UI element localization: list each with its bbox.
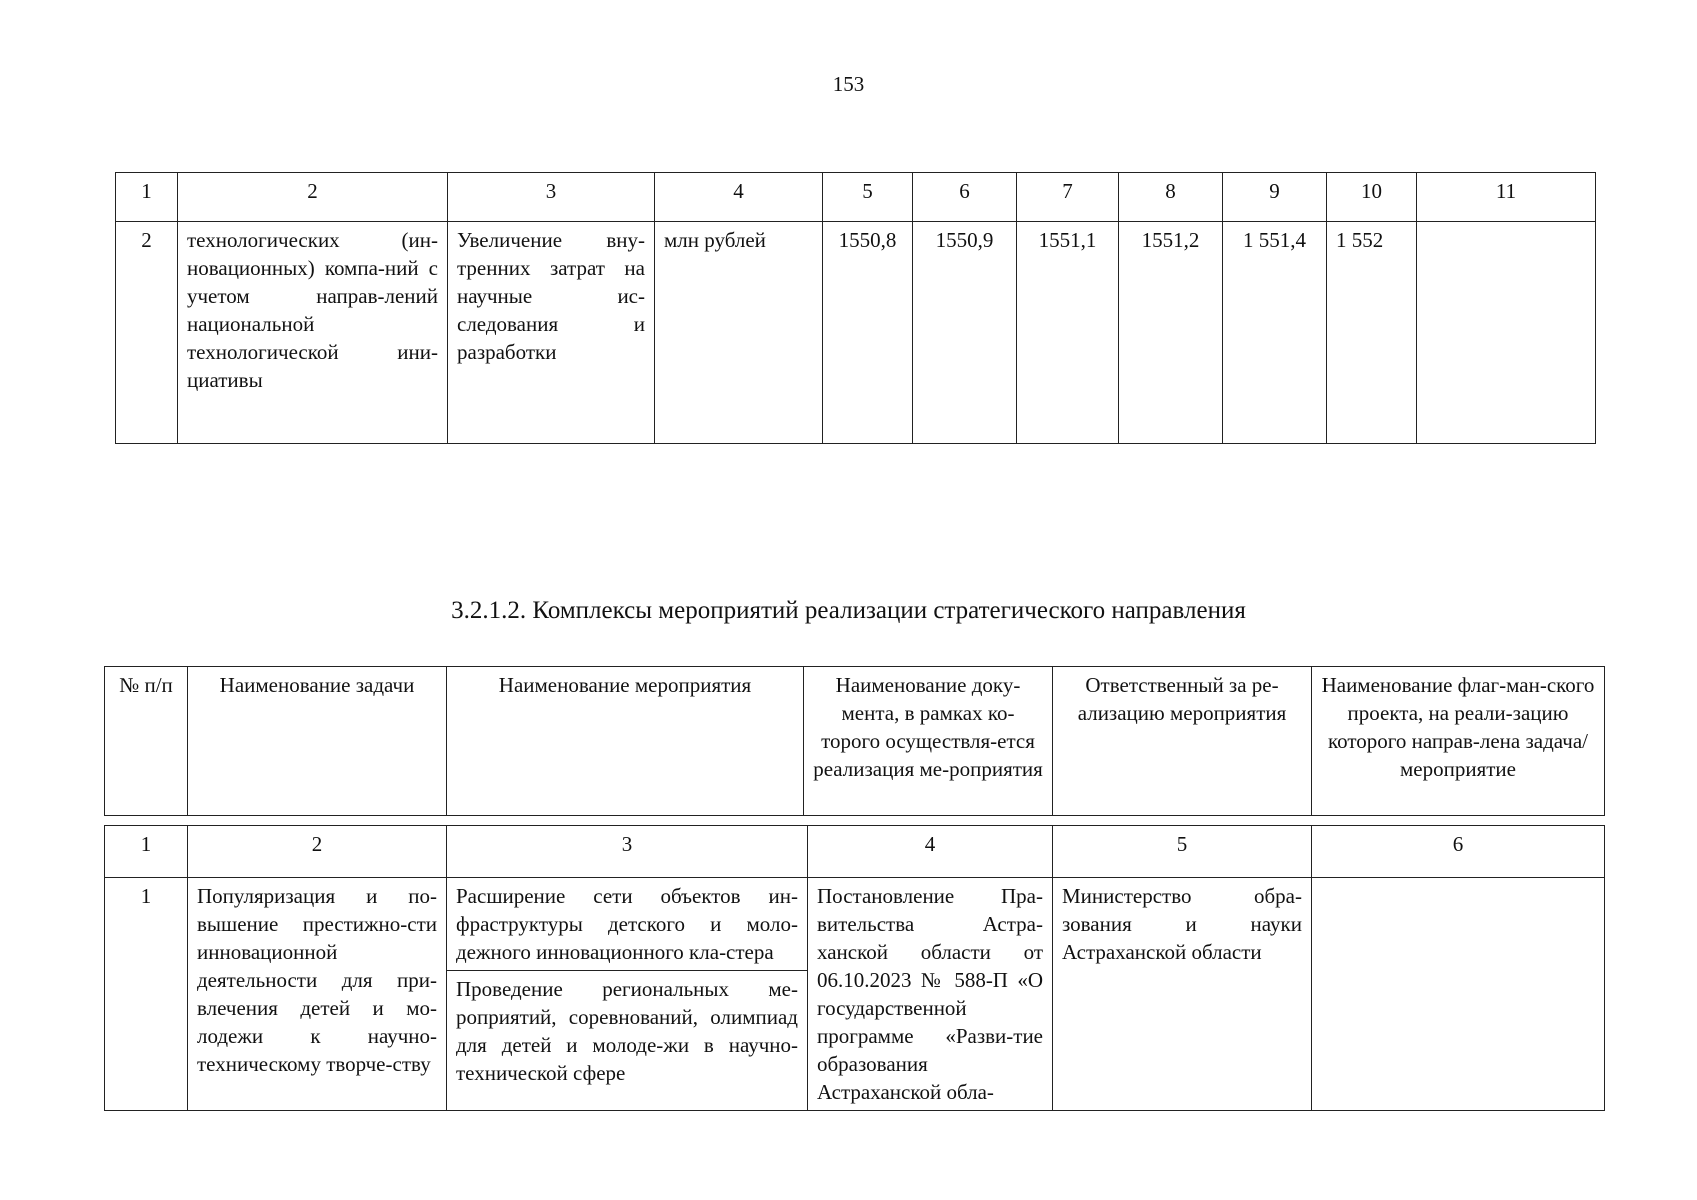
document-name: Постановление Пра-вительства Астра-ханской области от 06.10.2023 № 588-П «О государственной программе «Разви-тие образования Астраханской обла-	[808, 878, 1053, 1111]
row-number: 1	[105, 878, 188, 1111]
table-header-row	[105, 667, 1605, 816]
column-number: 3	[447, 826, 808, 878]
value-col-10: 1 552	[1327, 222, 1417, 444]
value-col-7: 1551,1	[1017, 222, 1119, 444]
column-number: 3	[448, 173, 655, 222]
header-number: № п/п	[105, 667, 188, 816]
column-number: 2	[188, 826, 447, 878]
section-title: 3.2.1.2. Комплексы мероприятий реализации стратегического направления	[451, 597, 1246, 624]
column-number: 1	[105, 826, 188, 878]
column-number: 8	[1119, 173, 1223, 222]
header-responsible: Ответственный за ре-ализацию мероприятия	[1053, 667, 1312, 816]
task-name: Популяризация и по-вышение престижно-сти инновационной деятельности для при-влечения детей и мо-лодежи к научно-техническому творче-ству	[188, 878, 447, 1111]
activity-cell	[447, 878, 808, 1111]
header-flagship-project: Наименование флаг-ман-ского проекта, на реали-зацию которого направ-лена задача/мероприятие	[1312, 667, 1605, 816]
table-header-row	[116, 173, 1596, 222]
column-number: 9	[1223, 173, 1327, 222]
responsible: Министерство обра-зования и науки Астраханской области	[1053, 878, 1312, 1111]
value-col-9: 1 551,4	[1223, 222, 1327, 444]
column-number: 4	[655, 173, 823, 222]
value-col-11	[1417, 222, 1596, 444]
activities-header-table	[104, 666, 1605, 816]
value-col-8: 1551,2	[1119, 222, 1223, 444]
activity-item: Проведение региональных ме-роприятий, соревнований, олимпиад для детей и молоде-жи в научно-технической сфере	[456, 977, 798, 1085]
column-number: 7	[1017, 173, 1119, 222]
column-number: 11	[1417, 173, 1596, 222]
row-number: 2	[116, 222, 178, 444]
header-task-name: Наименование задачи	[188, 667, 447, 816]
column-number: 2	[178, 173, 448, 222]
column-number: 5	[823, 173, 913, 222]
activities-table	[104, 825, 1605, 1111]
column-number: 1	[116, 173, 178, 222]
indicator-description: Увеличение вну-тренних затрат на научные ис-следования и разработки	[448, 222, 655, 444]
indicator-name: технологических (ин-новационных) компа-ний с учетом направ-лений национальной технологической ини-циативы	[178, 222, 448, 444]
header-document-name: Наименование доку-мента, в рамках ко-торого осуществля-ется реализация ме-роприятия	[804, 667, 1053, 816]
table-row	[116, 222, 1596, 444]
table-row	[105, 878, 1605, 1111]
column-number: 5	[1053, 826, 1312, 878]
activity-item: Расширение сети объектов ин-фраструктуры детского и моло-дежного инновационного кла-стера	[447, 878, 807, 971]
column-number: 6	[1312, 826, 1605, 878]
value-col-5: 1550,8	[823, 222, 913, 444]
column-number: 6	[913, 173, 1017, 222]
column-number: 10	[1327, 173, 1417, 222]
value-col-6: 1550,9	[913, 222, 1017, 444]
header-activity-name: Наименование мероприятия	[447, 667, 804, 816]
indicators-table	[115, 172, 1596, 444]
flagship-project	[1312, 878, 1605, 1111]
table-header-row	[105, 826, 1605, 878]
unit: млн рублей	[655, 222, 823, 444]
column-number: 4	[808, 826, 1053, 878]
page-number: 153	[832, 72, 865, 96]
